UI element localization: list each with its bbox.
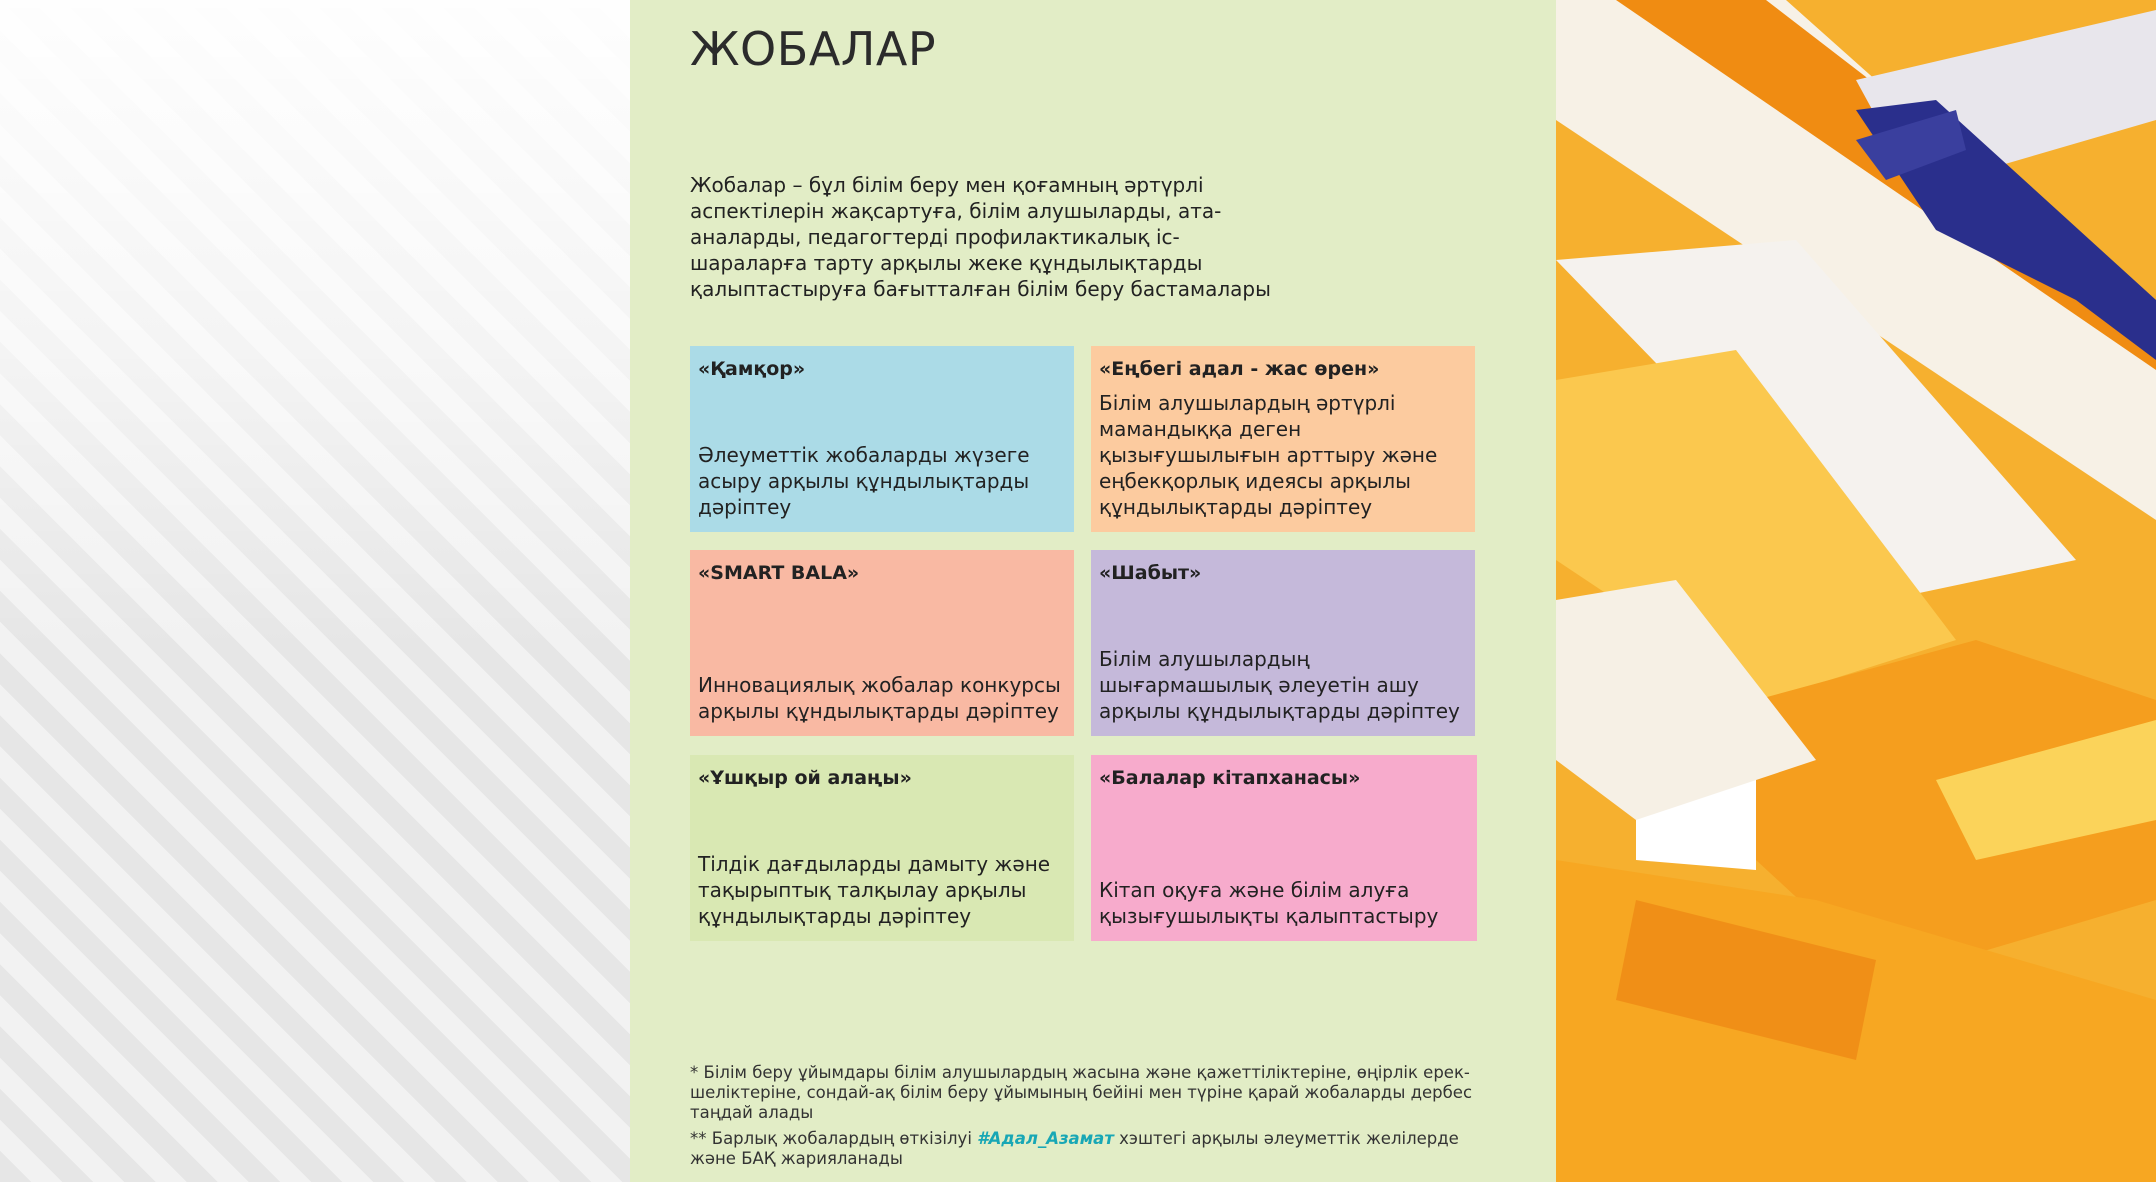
project-card-enbegi-adal — [1091, 346, 1475, 532]
project-card-kamkor — [690, 346, 1074, 532]
project-description: Әлеуметтік жобаларды жүзеге асыру арқылы құндылықтарды дәріптеу — [698, 443, 1030, 519]
project-card-ushkyr-oi — [690, 755, 1074, 941]
project-description: Тілдік дағдыларды дамыту және тақырыптық талқылау арқылы құндылықтарды дәріптеу — [698, 852, 1051, 928]
right-decorative-background — [1556, 0, 2156, 1182]
projects-page — [630, 0, 1556, 1182]
project-description: Кітап оқуға және білім алуға қызығушылықты қалыптастыру — [1099, 878, 1439, 928]
left-decorative-background — [0, 0, 630, 1182]
footnotes — [690, 1063, 1490, 1175]
page-title: ЖОБАЛАР — [690, 22, 937, 76]
project-title: «Қамқор» — [698, 358, 806, 380]
footnote-2-text-start: ** Барлық жобалардың өткізілуі — [690, 1129, 978, 1148]
hashtag-link[interactable]: #Адал_Азамат — [977, 1129, 1114, 1148]
footnote-2 — [690, 1129, 1490, 1169]
orange-geometric-pattern — [1556, 0, 2156, 1182]
project-title: «Еңбегі адал - жас өрен» — [1099, 358, 1380, 380]
project-card-shabyt — [1091, 550, 1475, 736]
project-description: Білім алушылардың әртүрлі мамандыққа деген қызығушылығын арттыру және еңбекқорлық идеясы арқылы құндылықтарды дәріптеу — [1099, 391, 1438, 519]
footnote-2-text-end: хэштегі арқылы әлеуметтік желілерде және БАҚ жарияланады — [690, 1129, 1459, 1168]
project-title: «SMART BALA» — [698, 562, 860, 584]
project-card-smart-bala — [690, 550, 1074, 736]
project-description: Инновациялық жобалар конкурсы арқылы құндылықтарды дәріптеу — [698, 673, 1061, 723]
intro-text: Жобалар – бұл білім беру мен қоғамның әртүрлі аспектілерін жақсартуға, білім алушыларды, ата-аналарды, педагогтерді профилактикалық іс-шараларға тарту арқылы жеке құндылықтарды қалыптастыруға бағытталған білім беру бастамалары — [690, 173, 1271, 301]
footnote-1: * Білім беру ұйымдары білім алушылардың жасына және қажеттіліктеріне, өңірлік ерек-шеліктеріне, сондай-ақ білім беру ұйымының бейіні мен түріне қарай жобаларды дербес таңдай алады — [690, 1063, 1473, 1122]
project-title: «Шабыт» — [1099, 562, 1202, 584]
project-card-balalar-kitaphanasy — [1091, 755, 1477, 941]
project-description: Білім алушылардың шығармашылық әлеуетін ашу арқылы құндылықтарды дәріптеу — [1099, 647, 1460, 723]
project-title: «Ұшқыр ой алаңы» — [698, 767, 912, 789]
project-title: «Балалар кітапханасы» — [1099, 767, 1361, 789]
